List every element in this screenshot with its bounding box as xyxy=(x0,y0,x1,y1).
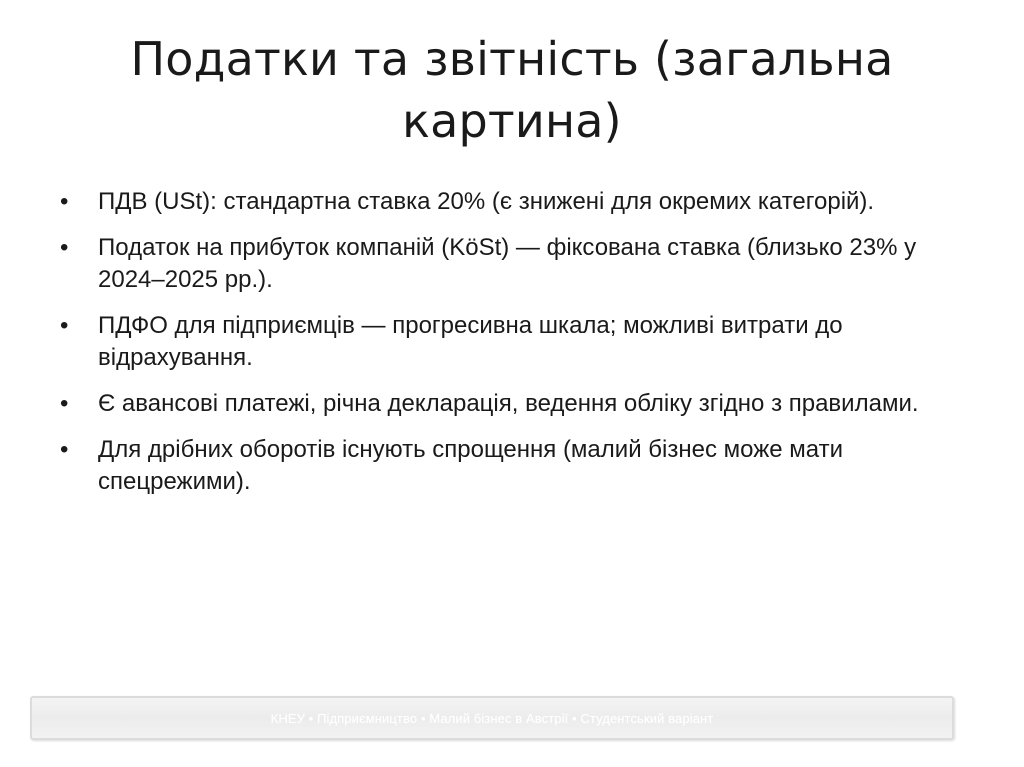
bullet-dot: • xyxy=(60,390,69,417)
bullet-text: ПДВ (USt): стандартна ставка 20% (є знижені для окремих категорій). xyxy=(98,188,875,215)
bullet-dot: • xyxy=(60,188,69,215)
bullet-dot: • xyxy=(60,312,69,339)
bullet-item xyxy=(56,388,936,420)
bullet-text: Податок на прибуток компаній (KöSt) — фіксована ставка (близько 23% у 2024–2025 рр.). xyxy=(98,234,917,293)
footer-text: КНЕУ • Підприємництво • Малий бізнес в Австрії • Студентський варіант xyxy=(270,710,714,726)
bullet-item xyxy=(56,434,936,498)
bullet-item xyxy=(56,186,936,218)
slide-title: Податки та звітність (загальна картина) xyxy=(130,32,894,148)
bullet-text: ПДФО для підприємців — прогресивна шкала; можливі витрати до відрахування. xyxy=(98,312,843,371)
bullet-item xyxy=(56,310,936,374)
bullet-text: Є авансові платежі, річна декларація, ведення обліку згідно з правилами. xyxy=(98,390,919,417)
bullet-dot: • xyxy=(60,436,69,463)
bullet-text: Для дрібних оборотів існують спрощення (малий бізнес може мати спецрежими). xyxy=(98,436,843,495)
bullet-dot: • xyxy=(60,234,69,261)
bullet-list xyxy=(56,186,936,512)
footer-bar xyxy=(30,696,954,740)
bullet-item xyxy=(56,232,936,296)
